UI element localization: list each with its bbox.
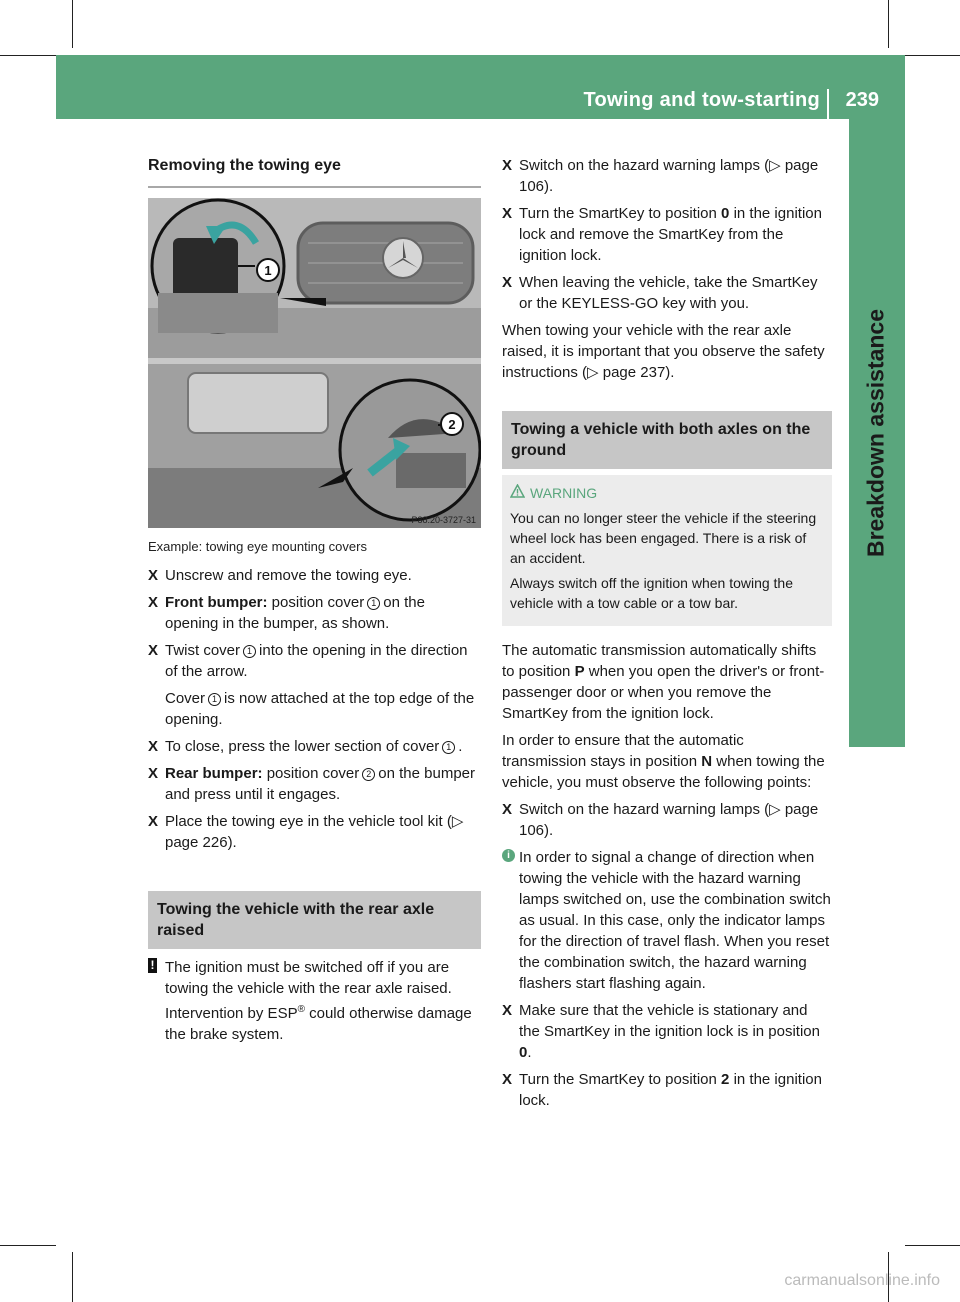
- list-item: X Switch on the hazard warning lamps (▷ page 106).: [502, 157, 819, 195]
- figure-caption: Example: towing eye mounting covers: [148, 539, 367, 554]
- list-item: X Place the towing eye in the vehicle tool kit (▷ page 226).: [148, 813, 464, 851]
- warning-header: WARNING: [510, 483, 824, 503]
- header-divider: [827, 89, 829, 119]
- warning-triangle-icon: [510, 483, 525, 503]
- step-marker-icon: X: [148, 594, 159, 611]
- page-header: [56, 55, 905, 119]
- callout-1: 1: [264, 263, 272, 278]
- paragraph: The automatic transmission automatically shifts to position P when you open the driver's or front-passenger door or when you remove the SmartKey from the ignition lock.: [502, 642, 825, 722]
- step-marker-icon: X: [148, 738, 159, 755]
- chapter-title: Towing and tow-starting: [583, 89, 820, 111]
- step-marker-icon: X: [148, 642, 159, 659]
- crop-mark: [888, 0, 889, 48]
- step-marker-icon: X: [502, 157, 513, 174]
- info-note: i In order to signal a change of direction when towing the vehicle with the hazard warning lamps switched on, use the combination switch as usual. In this case, only the indicator lamps for the direction of travel flash. When you reset the combination switch, the hazard warning flashers start flashing again.: [502, 847, 832, 994]
- caution-note: ! The ignition must be switched off if you are towing the vehicle with the rear axle raised. Intervention by ESP® could otherwise damage the brake system.: [148, 957, 481, 1045]
- crop-mark: [72, 0, 73, 48]
- crop-mark: [905, 1245, 960, 1246]
- step-marker-icon: X: [148, 813, 159, 830]
- crop-mark: [72, 1252, 73, 1302]
- callout-2: 2: [448, 417, 456, 432]
- step-marker-icon: X: [148, 567, 159, 584]
- towing-eye-figure: [148, 198, 481, 528]
- list-item: X Make sure that the vehicle is stationary and the SmartKey in the ignition lock is in position 0.: [502, 1002, 820, 1061]
- exclamation-icon: !: [148, 958, 157, 973]
- crop-mark: [0, 55, 56, 56]
- circle-1-icon: 1: [208, 693, 221, 706]
- paragraph: In order to ensure that the automatic transmission stays in position N when towing the vehicle, you must observe the following points:: [502, 732, 825, 791]
- watermark: carmanualsonline.info: [784, 1272, 940, 1289]
- circle-1-icon: 1: [243, 645, 256, 658]
- figure-code: P88.20-3727-31: [411, 515, 476, 525]
- crop-mark: [905, 55, 960, 56]
- list-item: X Rear bumper: position cover 2 on the bumper and press until it engages.: [148, 765, 475, 803]
- list-item: X Unscrew and remove the towing eye.: [148, 567, 412, 584]
- step-marker-icon: X: [502, 274, 513, 291]
- right-column: [502, 155, 832, 1117]
- side-tab-label: Breakdown assistance: [862, 308, 889, 558]
- section-title: Removing the towing eye: [148, 157, 341, 174]
- divider: [148, 186, 481, 188]
- page-number: 239: [845, 89, 879, 111]
- section-heading: Towing a vehicle with both axles on the ground: [502, 411, 832, 469]
- list-item: X To close, press the lower section of cover 1 .: [148, 738, 463, 755]
- list-item: X Turn the SmartKey to position 0 in the ignition lock and remove the SmartKey from the ignition lock.: [502, 205, 822, 264]
- step-marker-icon: X: [502, 801, 513, 818]
- step-marker-icon: X: [502, 1071, 513, 1088]
- list-item: X When leaving the vehicle, take the SmartKey or the KEYLESS-GO key with you.: [502, 274, 818, 312]
- list-item: X Switch on the hazard warning lamps (▷ page 106).: [502, 801, 819, 839]
- warning-text: You can no longer steer the vehicle if the steering wheel lock has been engaged. There is a risk of an accident.: [510, 510, 817, 566]
- circle-2-icon: 2: [362, 768, 375, 781]
- paragraph: When towing your vehicle with the rear axle raised, it is important that you observe the safety instructions (▷ page 237).: [502, 322, 825, 381]
- info-icon: i: [502, 849, 515, 862]
- list-item: X Front bumper: position cover 1 on the opening in the bumper, as shown.: [148, 594, 425, 632]
- list-item: X Turn the SmartKey to position 2 in the ignition lock.: [502, 1071, 822, 1109]
- list-item: X Twist cover 1 into the opening in the direction of the arrow. Cover 1 is now attached at the top edge of the opening.: [148, 640, 481, 730]
- circle-1-icon: 1: [367, 597, 380, 610]
- warning-box: [502, 475, 832, 626]
- step-marker-icon: X: [148, 765, 159, 782]
- circle-1-icon: 1: [442, 741, 455, 754]
- step-marker-icon: X: [502, 1002, 513, 1019]
- step-marker-icon: X: [502, 205, 513, 222]
- step-result: Cover 1 is now attached at the top edge of the opening.: [165, 690, 475, 728]
- left-column: [148, 155, 481, 1051]
- warning-text: Always switch off the ignition when towing the vehicle with a tow cable or a tow bar.: [510, 575, 794, 611]
- crop-mark: [0, 1245, 56, 1246]
- section-heading: Towing the vehicle with the rear axle raised: [148, 891, 481, 949]
